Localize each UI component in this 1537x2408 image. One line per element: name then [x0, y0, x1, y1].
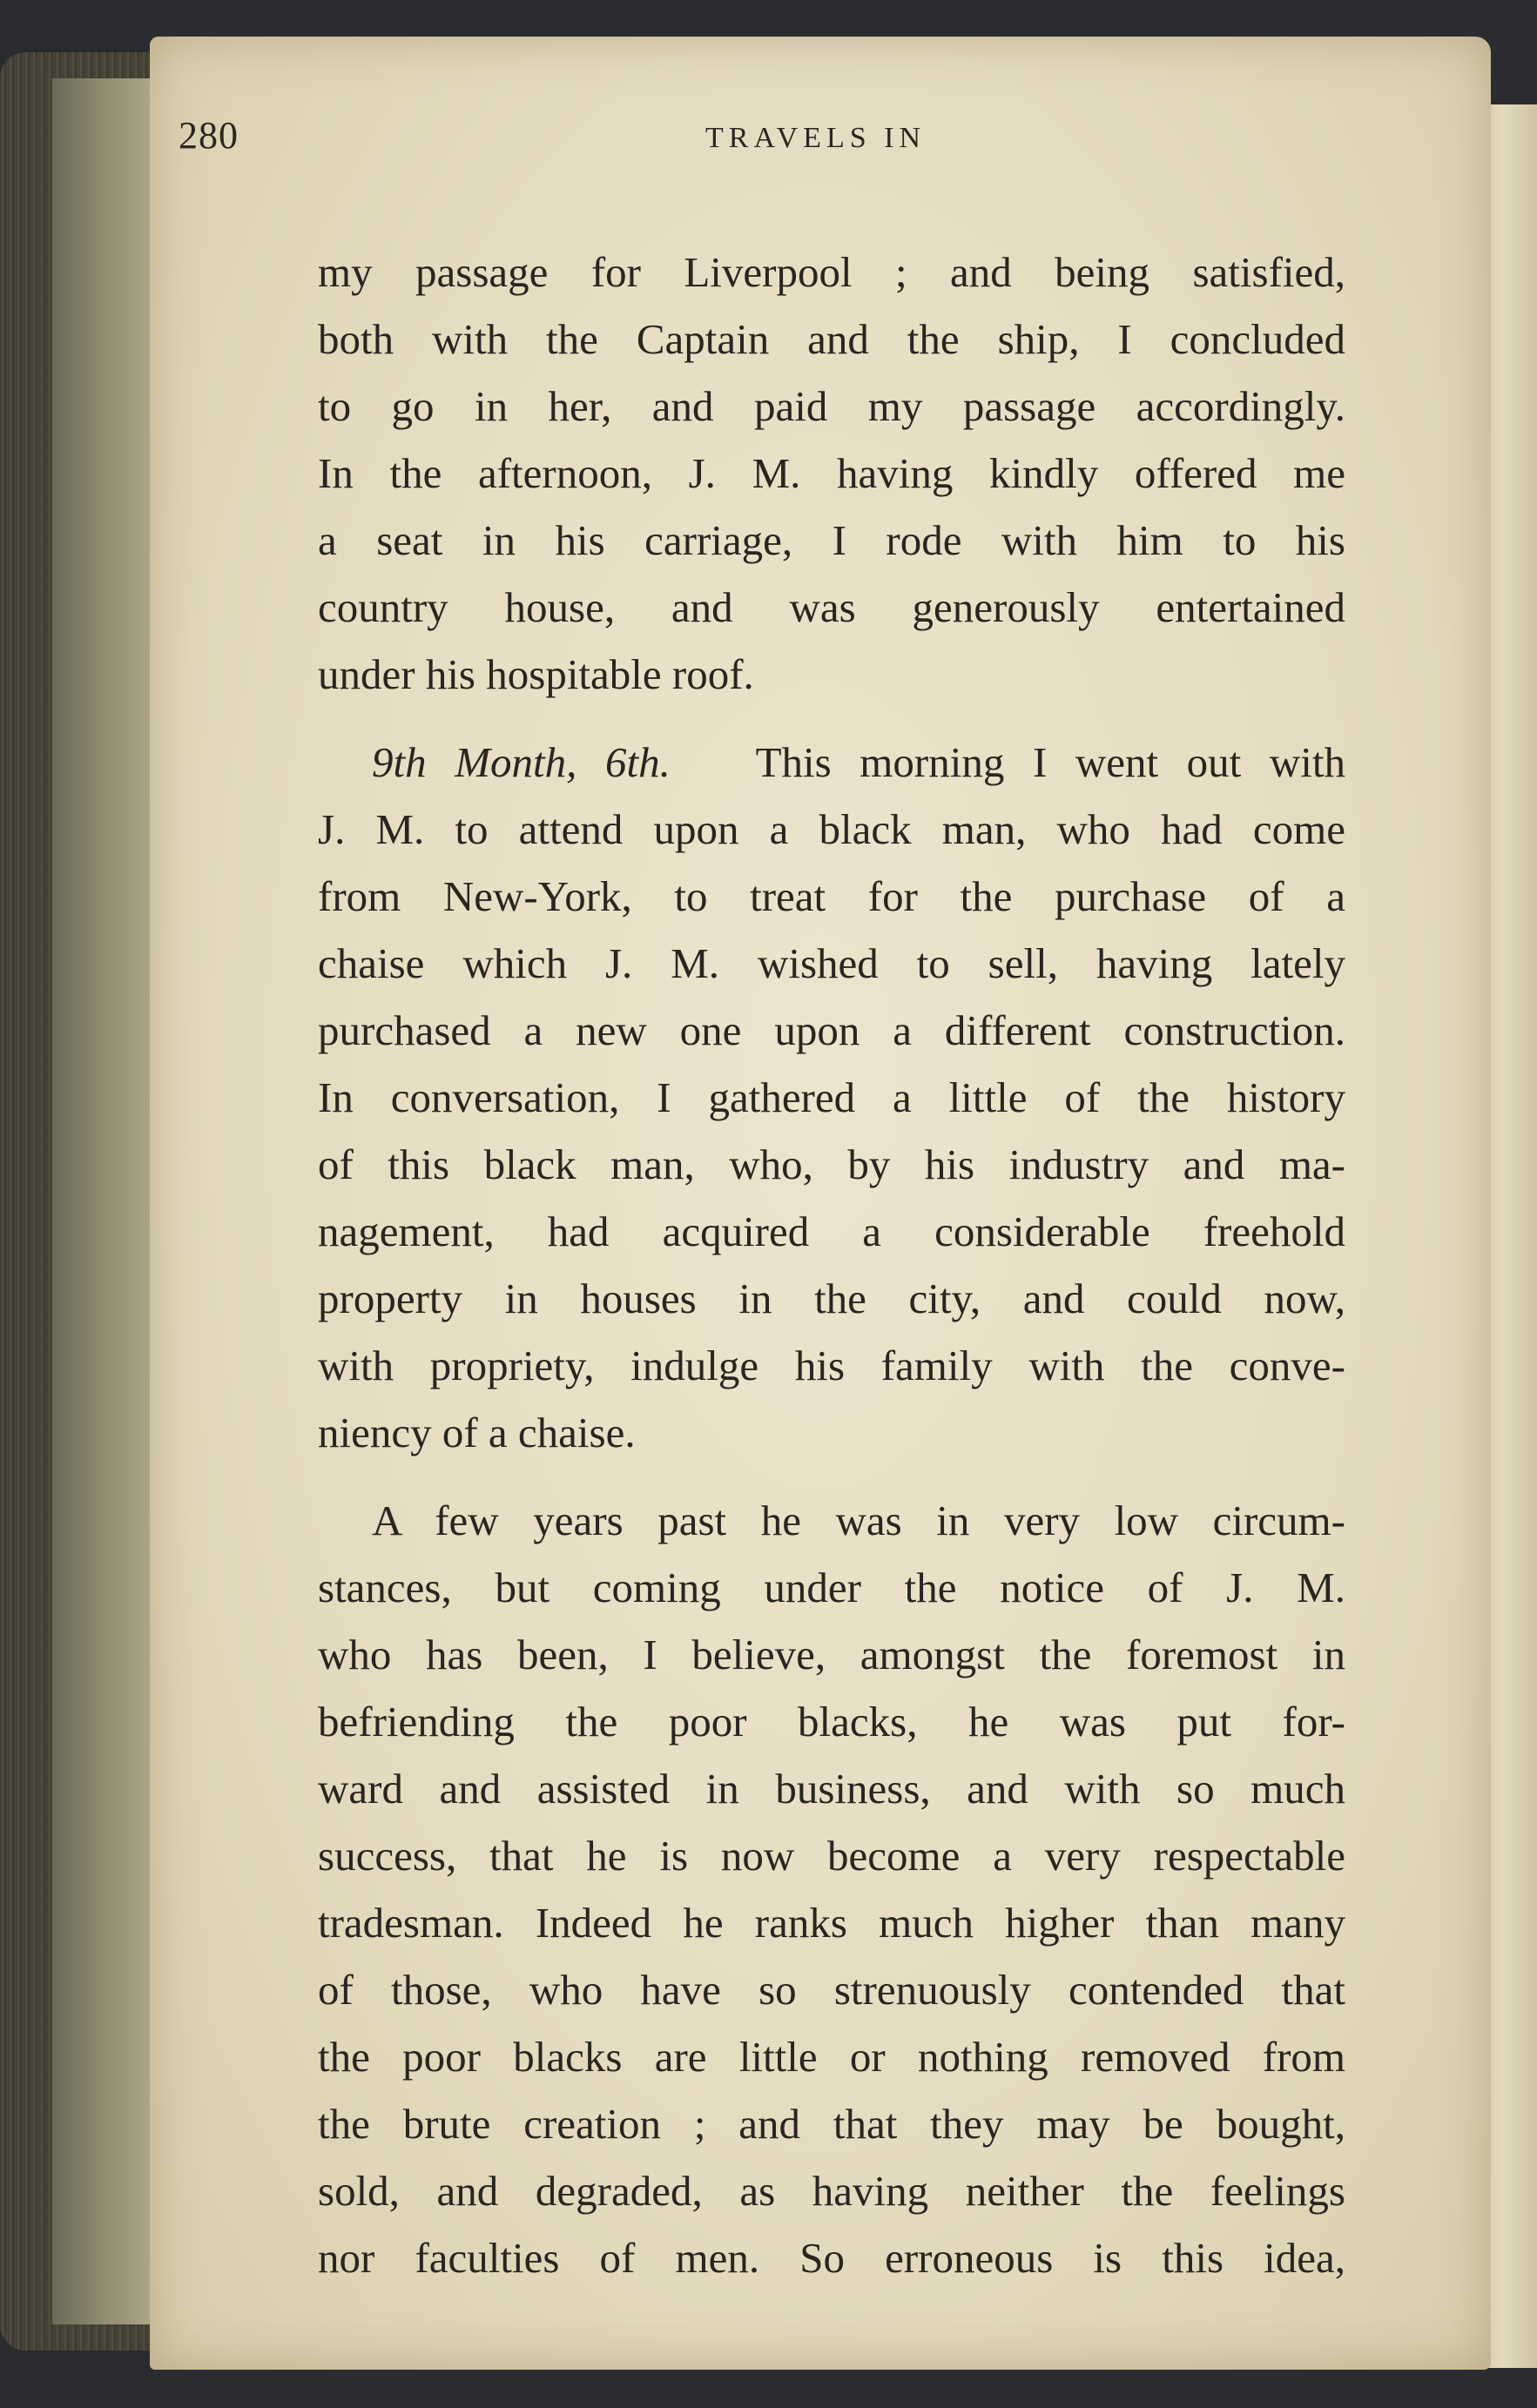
text-line: to go in her, and paid my passage accordingly.: [318, 382, 1345, 430]
text-line: chaise which J. M. wished to sell, having lately: [318, 939, 1345, 987]
journal-date: 9th Month, 6th.: [372, 738, 671, 786]
text-line: from New-York, to treat for the purchase of a: [318, 872, 1345, 920]
text-line: J. M. to attend upon a black man, who had come: [318, 805, 1345, 853]
book-page-edges: [0, 52, 174, 2351]
paragraph: [318, 1495, 1345, 2299]
text-line: stances, but coming under the notice of J. M.: [318, 1564, 1345, 1611]
text-line: befriending the poor blacks, he was put for-: [318, 1698, 1345, 1745]
page-number: 280: [179, 114, 239, 157]
text-line: who has been, I believe, amongst the foremost in: [318, 1631, 1345, 1678]
text-line: ward and assisted in business, and with so much: [318, 1765, 1345, 1813]
text-line: my passage for Liverpool ; and being satisfied,: [318, 248, 1345, 296]
text-line: the brute creation ; and that they may be bought,: [318, 2100, 1345, 2148]
text-line: property in houses in the city, and could now,: [318, 1275, 1345, 1322]
text-line: tradesman. Indeed he ranks much higher than many: [318, 1899, 1345, 1947]
text-line: sold, and degraded, as having neither the feelings: [318, 2167, 1345, 2215]
text-line: of this black man, who, by his industry and ma-: [318, 1140, 1345, 1188]
text-line: the poor blacks are little or nothing removed from: [318, 2033, 1345, 2081]
text-line: both with the Captain and the ship, I concluded: [318, 315, 1345, 363]
text-line: In conversation, I gathered a little of the history: [318, 1073, 1345, 1121]
running-head: TRAVELS IN: [705, 122, 926, 154]
body-text: [318, 246, 1345, 2299]
text-line: nor faculties of men. So erroneous is this idea,: [318, 2234, 1345, 2282]
text-line: nagement, had acquired a considerable freehold: [318, 1207, 1345, 1255]
text-line: country house, and was generously entertained: [318, 583, 1345, 631]
text-line: with propriety, indulge his family with the conve-: [318, 1342, 1345, 1389]
text-line: of those, who have so strenuously contended that: [318, 1966, 1345, 2014]
text-line: purchased a new one upon a different construction.: [318, 1006, 1345, 1054]
text-line: under his hospitable roof.: [318, 650, 754, 698]
text-line: success, that he is now become a very respectable: [318, 1832, 1345, 1880]
page-header: [179, 113, 1311, 183]
text-line: niency of a chaise.: [318, 1409, 636, 1456]
text-line: A few years past he was in very low circum-: [372, 1497, 1345, 1544]
text-line: [318, 737, 1345, 804]
paragraph: [318, 246, 1345, 716]
text-line-rest: This morning I went out with: [755, 738, 1345, 786]
paragraph: [318, 737, 1345, 1474]
text-line: In the afternoon, J. M. having kindly offered me: [318, 449, 1345, 497]
text-line: a seat in his carriage, I rode with him to his: [318, 516, 1345, 564]
